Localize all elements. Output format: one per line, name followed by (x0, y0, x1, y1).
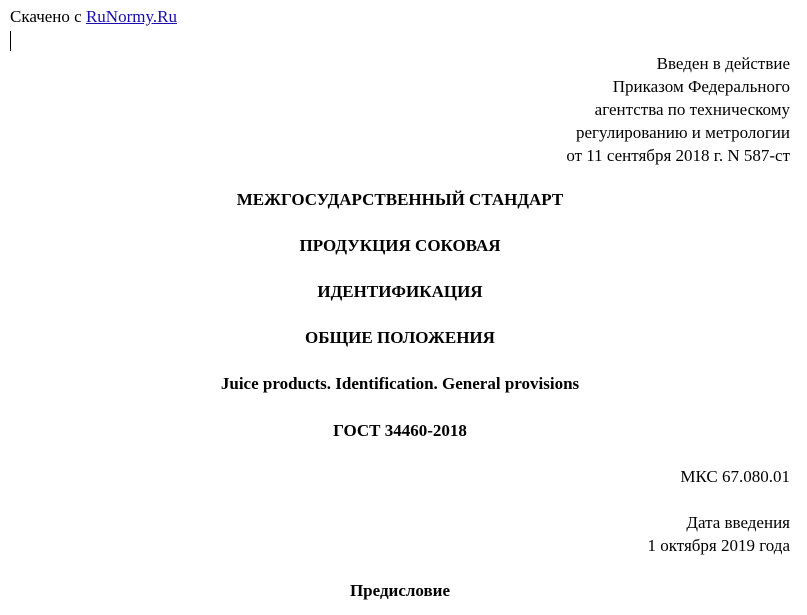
classification-block (680, 465, 790, 488)
effective-date-label: Дата введения (686, 513, 790, 532)
foreword-heading: Предисловие (349, 581, 451, 600)
title-line-2: ИДЕНТИФИКАЦИЯ (317, 282, 483, 301)
effective-date-block (647, 511, 790, 557)
enactment-block (566, 52, 790, 167)
enactment-line: Приказом Федерального (612, 77, 790, 96)
enactment-line: агентства по техническому (594, 100, 790, 119)
title-line-3: ОБЩИЕ ПОЛОЖЕНИЯ (305, 328, 495, 347)
source-prefix: Скачено с (10, 7, 82, 26)
enactment-line: от 11 сентября 2018 г. N 587-ст (566, 146, 790, 165)
text-cursor (10, 31, 11, 51)
title-line-1: ПРОДУКЦИЯ СОКОВАЯ (299, 236, 501, 255)
effective-date-value: 1 октября 2019 года (647, 536, 790, 555)
standard-type-heading: МЕЖГОСУДАРСТВЕННЫЙ СТАНДАРТ (236, 190, 564, 209)
english-title: Juice products. Identification. General provisions (220, 374, 580, 393)
standard-code: ГОСТ 34460-2018 (333, 421, 467, 440)
mks-code: МКС 67.080.01 (680, 467, 790, 486)
enactment-line: регулированию и метрологии (575, 123, 790, 142)
source-link[interactable]: RuNormy.Ru (85, 7, 177, 26)
enactment-line: Введен в действие (656, 54, 790, 73)
source-line (10, 6, 177, 28)
